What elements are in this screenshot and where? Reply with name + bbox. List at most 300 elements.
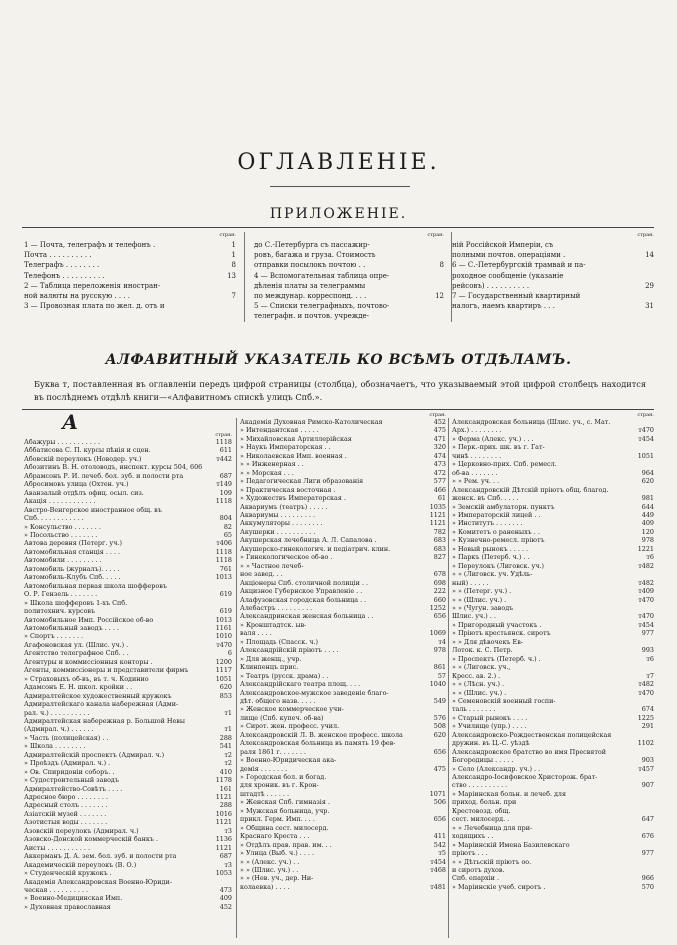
- index-entry: [24, 903, 232, 911]
- index-entry: [452, 689, 654, 697]
- appendix-entry-page: [442, 311, 444, 321]
- index-entry-page: 1118: [215, 497, 232, 506]
- index-entry-text: » Перк.-прих. шк. въ г. Гат-: [452, 443, 545, 452]
- index-entry-page: т406: [216, 539, 232, 548]
- index-entry-page: 6: [227, 649, 232, 658]
- index-entry-text: Акація . . . . . . . . . . . .: [24, 497, 96, 506]
- index-entry-text: Автомобильное Имп. Россійское об-во: [24, 615, 154, 624]
- index-entry-text: » Императорскій лицей . .: [452, 510, 541, 519]
- index-entry-page: 1121: [215, 793, 232, 802]
- index-entry: [24, 523, 232, 531]
- index-entry-page: 473: [433, 460, 446, 469]
- index-entry-page: 288: [219, 801, 232, 810]
- appendix-entry-page: 8: [439, 261, 444, 270]
- index-entry-page: т470: [638, 688, 654, 697]
- index-entry: [452, 722, 654, 730]
- index-entry: [240, 815, 446, 823]
- appendix-entry-page: 14: [645, 251, 654, 260]
- appendix-entry-page: 29: [645, 281, 654, 290]
- index-entry: [24, 582, 232, 590]
- index-entry-text: » Кронштадтск. ыв-: [240, 620, 307, 629]
- appendix-entry-text: 5 — Списки телеграфныхъ, почтово-: [254, 302, 390, 311]
- index-entry-text: » Старый рынокъ . . . .: [452, 713, 528, 722]
- index-entry-text: Алебастръ . . . . . . . . .: [240, 603, 313, 612]
- index-entry-page: [652, 731, 654, 739]
- index-entry-text: » » (Шлис. уч.) .: [452, 688, 507, 697]
- index-entry-text: » Земскій амбулаторн. пунктъ: [452, 502, 555, 511]
- appendix-entry-text: рейсовъ) . . . . . . . . . .: [452, 281, 530, 290]
- index-entry-text: » » Лечебница для при-: [452, 823, 533, 832]
- index-entry-page: 620: [219, 683, 232, 692]
- appendix-title: ПРИЛОЖЕНІЕ.: [269, 206, 408, 222]
- index-entry-text: » » Дѣтьскій пріютъ оо.: [452, 857, 532, 866]
- index-entry: [240, 511, 446, 519]
- column-header: стран.: [215, 432, 232, 438]
- index-entry: [24, 776, 232, 784]
- appendix-entry: [24, 240, 236, 250]
- index-entry-text: Лоток. к. С. Петр.: [452, 646, 513, 655]
- index-entry-text: » Улица (Выб. ч.) . . . .: [240, 849, 315, 858]
- index-column-1: [24, 412, 232, 940]
- index-entry: [452, 866, 654, 874]
- index-entry-page: 656: [433, 815, 446, 824]
- index-entry-text: » Интендантская . . . . .: [240, 426, 319, 435]
- index-entry: [24, 683, 232, 691]
- index-entry: [240, 469, 446, 477]
- index-entry: [24, 548, 232, 556]
- index-entry-page: 471: [433, 434, 446, 443]
- index-entry-text: » Гинекологическое об-во .: [240, 553, 333, 562]
- index-entry-page: т482: [638, 578, 654, 587]
- index-entry-page: 57: [437, 671, 446, 680]
- index-entry: [240, 443, 446, 451]
- index-entry-text: политехнич. курсовъ: [24, 607, 96, 616]
- appendix-entry-page: [442, 240, 444, 250]
- index-entry-text: » Община сест. милосерд.: [240, 823, 329, 832]
- index-entry-text: О. Р. Гензель . . . . . . .: [24, 590, 98, 599]
- section-letter: А: [62, 412, 79, 434]
- index-entry-page: 964: [641, 468, 654, 477]
- index-entry: [452, 460, 654, 468]
- page-title: ОГЛАВЛЕНІЕ.: [237, 150, 440, 175]
- index-entry-page: 1121: [215, 843, 232, 852]
- appendix-entry: [254, 311, 444, 321]
- index-entry-text: » » (Лиговск. уч. Удѣль-: [452, 570, 533, 579]
- index-entry: [24, 793, 232, 801]
- index-entry: [452, 756, 654, 764]
- index-entry: [452, 418, 654, 426]
- index-entry-text: » » (Шлис. уч.) . .: [240, 866, 299, 875]
- index-entry: [24, 489, 232, 497]
- index-entry-page: [444, 562, 446, 570]
- index-entry-text: Александровскій Дѣтскій пріютъ общ. благод.: [452, 485, 609, 494]
- index-entry-page: [652, 807, 654, 815]
- index-entry-page: 570: [641, 882, 654, 891]
- index-entry: [452, 570, 654, 578]
- appendix-entry-text: 1 — Почта, телеграфъ и телефонъ .: [24, 241, 156, 249]
- index-entry: [24, 818, 232, 826]
- appendix-entry-page: 1: [231, 241, 236, 249]
- index-entry: [240, 832, 446, 840]
- index-entry-page: 506: [433, 798, 446, 807]
- appendix-entry: [254, 301, 444, 311]
- appendix-entry-page: [442, 301, 444, 311]
- index-entry: [240, 460, 446, 468]
- index-entry: [240, 604, 446, 612]
- index-entry-page: 1221: [637, 544, 654, 553]
- index-rule: [22, 409, 654, 410]
- index-entry-text: Адмиралтейскій проспектъ (Адмирал. ч.): [24, 750, 165, 759]
- index-entry: [452, 503, 654, 511]
- index-entry: [452, 469, 654, 477]
- index-entry-text: Адресный столъ . . . . . . .: [24, 801, 108, 810]
- index-entry: [24, 632, 232, 640]
- index-entry-text: сест. милосерд. .: [452, 815, 510, 824]
- index-entry-text: Александровскій Л. В. женское професс. школа: [240, 730, 403, 739]
- index-entry-text: Азовско-Донской коммерческій банкъ .: [24, 835, 158, 844]
- index-entry-page: 644: [641, 502, 654, 511]
- index-entry-text: дружин. въ Ц.-С. уѣздѣ: [452, 739, 530, 748]
- index-entry: [240, 705, 446, 713]
- index-entry-text: лище (Спб. купеч. об-ва): [240, 713, 324, 722]
- index-entry-page: 320: [433, 443, 446, 452]
- index-entry-text: » Военно-Медицинская Имп.: [24, 894, 123, 903]
- index-entry-page: 475: [433, 426, 446, 435]
- appendix-entry: [24, 301, 236, 311]
- column-divider: [236, 418, 237, 938]
- appendix-entry-text: телеграфн. и почтов. учрежде-: [254, 312, 370, 321]
- appendix-entry-page: [234, 301, 236, 311]
- index-entry-text: ческая . . . . . . . . . .: [24, 886, 89, 895]
- index-entry-page: [444, 807, 446, 815]
- appendix-entry: [254, 260, 444, 270]
- index-entry-page: 683: [433, 544, 446, 553]
- appendix-entry: [254, 240, 444, 250]
- index-entry-page: [444, 781, 446, 789]
- appendix-entry: [452, 260, 654, 270]
- index-entry-text: » Площадь (Спасск. ч.): [240, 637, 319, 646]
- index-entry: [240, 435, 446, 443]
- column-header: стран.: [427, 232, 444, 238]
- index-entry-text: Спб. епархіи .: [452, 874, 499, 883]
- index-entry: [240, 739, 446, 747]
- index-entry-page: [444, 824, 446, 832]
- index-entry-page: 687: [219, 852, 232, 861]
- index-entry-page: 161: [219, 784, 232, 793]
- index-entry-text: Абажуры . . . . . . . . . . .: [24, 438, 101, 446]
- index-entry-text: » Село (Александр. уч.) . .: [452, 764, 541, 773]
- index-entry-text: таль . . . . . . .: [452, 705, 496, 714]
- index-entry: [452, 443, 654, 451]
- appendix-entry-text: Телеграфъ . . . . . . . .: [24, 261, 100, 270]
- index-entry: [24, 759, 232, 767]
- index-entry: [24, 861, 232, 869]
- index-entry-page: т454: [430, 857, 446, 866]
- index-entry-text: приход. больн. при: [452, 798, 517, 807]
- index-entry-page: т2: [224, 759, 232, 768]
- index-entry-text: Агафоновская ул. (Шлис. уч.) .: [24, 640, 129, 649]
- index-entry-text: Акушерская лечебница А. Л. Сапалова .: [240, 536, 377, 545]
- index-entry: [24, 734, 232, 742]
- index-entry: [24, 751, 232, 759]
- index-entry: [240, 418, 446, 426]
- index-entry-page: 1013: [215, 615, 232, 624]
- index-entry-text: Аквариумъ (театръ) . . . . .: [240, 502, 328, 511]
- appendix-entry: [24, 260, 236, 270]
- index-entry: [24, 446, 232, 454]
- index-entry-text: » » Рем. уч. . .: [452, 477, 500, 486]
- index-entry-page: 1118: [215, 547, 232, 556]
- index-entry-text: Автомобильная станція . . . .: [24, 547, 121, 556]
- index-entry-page: [652, 638, 654, 646]
- index-entry-text: » Маріинскій Имена Базилевскаго: [452, 840, 570, 849]
- index-entry-page: 1136: [215, 835, 232, 844]
- index-entry-text: » Страховыхъ об-въ, въ т. ч. Кодинио: [24, 674, 149, 683]
- index-entry-text: Автомобиль (журналъ). . . . .: [24, 564, 120, 573]
- index-entry-text: пріютъ . . .: [452, 849, 488, 858]
- index-entry-page: [652, 798, 654, 806]
- index-entry-text: Агентуры и коммиссіонныя конторы .: [24, 657, 153, 666]
- appendix-entry-text: отправки посылокъ почтою . .: [254, 261, 366, 270]
- appendix-entry-page: 1: [231, 251, 236, 260]
- index-entry: [452, 765, 654, 773]
- index-entry-text: Богородицы . . . . .: [452, 756, 514, 765]
- index-entry: [24, 658, 232, 666]
- appendix-entry-text: налогъ, наемъ квартиръ . . .: [452, 302, 555, 311]
- appendix-entry-text: дѣленія платы за телеграммы: [254, 281, 366, 290]
- index-entry: [24, 531, 232, 539]
- index-entry-text: » Школа . . . . . . . .: [24, 742, 86, 751]
- index-entry-page: [444, 739, 446, 747]
- appendix-entry-page: 7: [231, 292, 236, 301]
- index-entry-page: 449: [641, 510, 654, 519]
- index-entry-page: т6: [646, 654, 654, 663]
- index-entry: [24, 573, 232, 581]
- index-entry-page: т482: [638, 561, 654, 570]
- index-entry: [452, 596, 654, 604]
- index-entry-page: 1040: [429, 680, 446, 689]
- index-entry-page: 1161: [215, 623, 232, 632]
- index-entry-page: т6: [646, 553, 654, 562]
- index-entry: [24, 590, 232, 598]
- index-entry: [452, 486, 654, 494]
- index-entry: [452, 621, 654, 629]
- index-entry-text: Абовскій переулокъ (Новодер. уч.): [24, 454, 142, 463]
- index-entry: [240, 545, 446, 553]
- index-entry-page: 966: [641, 874, 654, 883]
- index-entry-page: 977: [641, 629, 654, 638]
- index-entry: [452, 858, 654, 866]
- index-entry-page: [652, 604, 654, 612]
- appendix-entry: [24, 250, 236, 260]
- index-entry: [452, 714, 654, 722]
- index-entry: [24, 869, 232, 877]
- index-entry-page: т3: [224, 860, 232, 869]
- index-entry: [24, 666, 232, 674]
- appendix-entry: [24, 281, 236, 291]
- index-entry-text: » » Морская . . .: [240, 468, 294, 477]
- index-entry-page: [652, 570, 654, 578]
- index-entry: [452, 646, 654, 654]
- index-entry-text: Автомобильный заводъ . . . .: [24, 623, 119, 632]
- index-entry: [452, 587, 654, 595]
- index-entry-text: Акціонеры Спб. столичной полиціи . .: [240, 578, 369, 587]
- index-entry-text: прикл. Герм. Имп. . . .: [240, 815, 315, 824]
- index-entry: [240, 858, 446, 866]
- index-entry-text: » Студенческій кружокъ .: [24, 869, 112, 878]
- index-entry: [452, 545, 654, 553]
- index-entry: [240, 807, 446, 815]
- index-note: Буква т, поставленная въ оглавленіи передъ цифрой страницы (столбца), обозначаетъ, что указываемый этой цифрой столбецъ находится въ послѣднемъ отдѣлѣ книги—«Алфавитномъ спискѣ улицъ Спб.».: [34, 379, 646, 403]
- index-entry: [240, 773, 446, 781]
- index-entry-page: 611: [219, 446, 232, 455]
- appendix-entry-page: [652, 291, 654, 301]
- index-entry: [240, 629, 446, 637]
- index-entry-page: 1121: [215, 818, 232, 827]
- index-entry-text: колаевка) . . . .: [240, 882, 290, 891]
- appendix-entry-page: 31: [645, 302, 654, 311]
- index-entry: [24, 607, 232, 615]
- index-entry-page: [230, 717, 232, 725]
- index-entry-page: 1071: [429, 789, 446, 798]
- index-entry: [24, 497, 232, 505]
- index-entry-text: » Пригородный участокъ .: [452, 620, 542, 629]
- index-entry: [452, 528, 654, 536]
- index-entry: [24, 616, 232, 624]
- index-entry-text: Азотистыя воды . . . . . . .: [24, 818, 108, 827]
- index-entry-text: » » (Петерг. уч.) .: [452, 587, 512, 596]
- index-entry: [452, 655, 654, 663]
- index-entry: [240, 883, 446, 891]
- index-entry-page: 1035: [429, 502, 446, 511]
- index-entry-text: » Комитетъ о раненыхъ . .: [452, 527, 540, 536]
- index-entry-page: 1118: [215, 556, 232, 565]
- index-entry-page: 1118: [215, 438, 232, 446]
- index-entry-page: т470: [638, 426, 654, 435]
- index-entry-page: 475: [433, 764, 446, 773]
- index-entry: [452, 638, 654, 646]
- index-entry: [240, 824, 446, 832]
- index-entry-page: т454: [638, 434, 654, 443]
- index-entry: [452, 781, 654, 789]
- index-entry-page: [652, 418, 654, 426]
- index-entry-text: демія . . . . . . .: [240, 764, 288, 773]
- index-entry-text: » Педагогическая Лиги образованія: [240, 477, 364, 486]
- index-entry: [240, 849, 446, 857]
- index-entry-text: » Училище (упр.) . . . .: [452, 722, 527, 731]
- index-entry-text: женск. въ Спб. . . . .: [452, 494, 519, 503]
- appendix-entry-page: [442, 250, 444, 260]
- index-entry-text: » Николаевская Имп. военная .: [240, 451, 347, 460]
- index-entry-page: 656: [433, 612, 446, 621]
- appendix-entry-text: ровъ, багажа и груза. Стоимость: [254, 251, 376, 260]
- index-column-3: [452, 412, 654, 940]
- index-entry: [240, 765, 446, 773]
- index-entry-text: » Практическая восточная .: [240, 485, 336, 494]
- index-entry: [452, 697, 654, 705]
- appendix-entry: [254, 250, 444, 260]
- appendix-entry-text: 4 — Вспомогательная таблица опре-: [254, 271, 390, 280]
- index-entry: [240, 714, 446, 722]
- index-entry-text: Кресс. ав. 2.) .: [452, 671, 501, 680]
- index-entry-page: 1121: [429, 519, 446, 528]
- index-entry-page: т1: [224, 708, 232, 717]
- index-entry-page: 620: [433, 730, 446, 739]
- appendix-entry-text: 7 — Государственный квартирный: [452, 292, 581, 301]
- index-entry-page: т454: [638, 620, 654, 629]
- index-entry: [24, 768, 232, 776]
- index-entry-text: Автомобили . . . . . . . . .: [24, 556, 102, 565]
- index-entry: [240, 477, 446, 485]
- index-entry: [452, 562, 654, 570]
- index-entry: [452, 536, 654, 544]
- appendix-entry: [452, 291, 654, 301]
- appendix-entry-text: полными почтов. операціями .: [452, 251, 566, 260]
- index-entry: [240, 663, 446, 671]
- index-entry-text: » Переулокъ (Лиговск. уч.): [452, 561, 544, 570]
- index-entry: [452, 790, 654, 798]
- index-entry-page: 827: [433, 553, 446, 562]
- index-entry: [452, 604, 654, 612]
- index-entry-text: » Церковно-прих. Спб. ремесл.: [452, 460, 557, 469]
- index-entry-page: 1102: [637, 739, 654, 748]
- index-entry-text: » Часть (полицейская) . .: [24, 733, 109, 742]
- index-entry-page: 647: [641, 815, 654, 824]
- column-header: стран.: [637, 412, 654, 418]
- index-entry: [240, 579, 446, 587]
- index-entry: [240, 655, 446, 663]
- index-entry-page: 222: [433, 587, 446, 596]
- index-entry: [452, 494, 654, 502]
- index-entry-page: 981: [641, 494, 654, 503]
- index-entry-page: [230, 599, 232, 607]
- column-divider: [244, 232, 245, 322]
- index-entry-text: » Семеновскій военный госпи-: [452, 696, 556, 705]
- index-entry: [240, 519, 446, 527]
- index-entry-text: Алафузовская городская больница . .: [240, 595, 367, 604]
- index-entry-text: » Ов. Спиридоніи соборъ. .: [24, 767, 115, 776]
- index-entry: [24, 835, 232, 843]
- appendix-entry-page: 12: [435, 292, 444, 301]
- index-entry-page: [444, 874, 446, 882]
- index-entry-page: 1121: [429, 510, 446, 519]
- index-entry: [24, 506, 232, 514]
- index-entry: [452, 612, 654, 620]
- index-entry-text: Австро-Венгерское иностранное общ. въ: [24, 505, 162, 514]
- appendix-entry-page: [442, 271, 444, 281]
- index-entry-page: т468: [430, 866, 446, 875]
- index-entry-page: 1252: [429, 603, 446, 612]
- appendix-column-2: [254, 232, 444, 324]
- index-title: АЛФАВИТНЫЙ УКАЗАТЕЛЬ КО ВСѢМЪ ОТДѢЛАМЪ.: [105, 352, 572, 368]
- index-entry-page: [444, 689, 446, 697]
- index-entry-text: Александринская женская больница . .: [240, 612, 374, 621]
- index-entry-page: т1: [224, 725, 232, 734]
- index-entry: [24, 675, 232, 683]
- index-entry-page: т470: [216, 640, 232, 649]
- index-entry: [24, 894, 232, 902]
- index-entry-page: 1117: [215, 666, 232, 675]
- index-entry-page: 473: [219, 886, 232, 895]
- index-entry: [452, 883, 654, 891]
- index-entry-page: [444, 756, 446, 764]
- index-entry-page: 1225: [637, 713, 654, 722]
- index-entry: [240, 680, 446, 688]
- index-entry: [240, 562, 446, 570]
- index-entry-text: » Михайловская Артиллерійская: [240, 434, 352, 443]
- index-entry: [452, 798, 654, 806]
- appendix-entry: [452, 240, 654, 250]
